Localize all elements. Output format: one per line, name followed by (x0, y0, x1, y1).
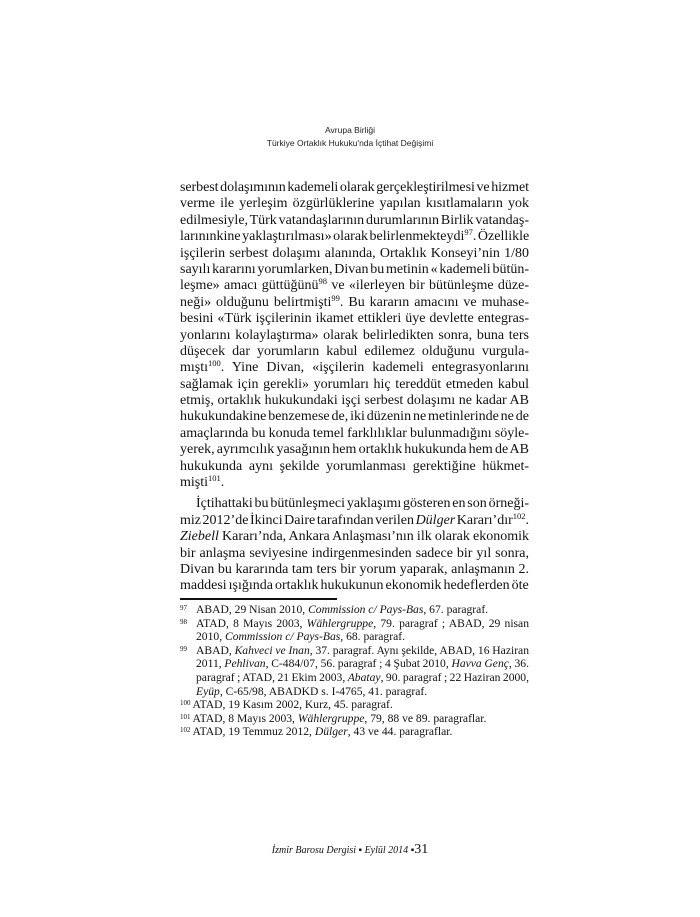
footnote-ref: 101 (208, 473, 221, 484)
footnote-line: 100 ATAD, 19 Kasım 2002, Kurz, 45. paragraf. (180, 698, 393, 712)
footnote-ref: 99 (331, 292, 340, 303)
text-line (180, 529, 529, 545)
text-run: düşecek dar yorumların kabul edilemez olduğunu vurgula- (180, 343, 529, 359)
text-line (180, 328, 529, 344)
text-run: , 90. paragraf ; 22 Haziran 2000, (380, 670, 529, 684)
text-run: Dülger (415, 512, 456, 528)
text-run: ve «ilerleyen bir bütünleşme düze- (327, 278, 530, 294)
text-line (180, 459, 529, 475)
text-run: Kararı’dır (455, 512, 513, 528)
text-run: , 36. (508, 657, 530, 671)
text-line (180, 278, 529, 294)
running-header-title: Avrupa Birliği (325, 125, 375, 135)
footnote-separator (180, 598, 337, 600)
text-run: leşme» amacı güttüğünü (180, 278, 319, 294)
text-run: Divan bu kararında tam ters bir yorum yaparak, anlaşmanın 2. (180, 561, 529, 577)
footer-separator: ▪ (358, 845, 363, 856)
text-run: . (525, 512, 530, 528)
footnote-line (180, 657, 529, 671)
text-run: Pehlivan (224, 657, 266, 671)
text-run: , 68. paragraf. (340, 630, 405, 644)
text-run: maddesi ışığında ortaklık hukukunun ekonomik hedeflerden öte (180, 578, 529, 594)
text-run: verme ile yerleşim özgürlüklerine yapılan kısıtlamaların yok (180, 196, 529, 212)
text-line (180, 213, 529, 229)
text-run: paragraf ; ATAD, 21 Ekim 2003, (196, 670, 348, 684)
text-run: besini «Türk işçilerinin ikamet ettikleri üye devlette entegras- (180, 311, 529, 327)
footnote-ref: 102 (512, 510, 526, 521)
text-line (180, 426, 529, 442)
text-line (180, 246, 529, 262)
text-line (180, 377, 529, 393)
footnote-line (180, 630, 529, 644)
footnote-line: 97 ABAD, 29 Nisan 2010, Commission c/ Pays-Bas, 67. paragraf. (180, 603, 489, 616)
text-line (180, 360, 529, 376)
footnote-ref: 97 (464, 227, 473, 238)
text-run: ATAD, 19 Kasım 2002, Kurz, 45. paragraf. (192, 698, 393, 712)
text-run: etmiş, ortaklık hukukundaki işçi serbest dolaşımı ne kadar AB (180, 393, 529, 409)
text-run: Dülger (314, 725, 348, 739)
text-run: bir anlaşma seviyesine indirgenmesinden sadece bir yıl sonra, (180, 545, 529, 561)
text-line (180, 510, 530, 529)
text-run: yerek, ayrımcılık yasağının hem ortaklık hukukunda hem de AB (180, 442, 529, 458)
text-line (180, 442, 529, 458)
page-footer (0, 842, 700, 859)
text-run: Ziebell (180, 529, 219, 545)
text-run: miz 2012’de İkinci Daire tarafından verilen (180, 512, 416, 528)
footnote-line: 102 ATAD, 19 Temmuz 2012, Dülger, 43 ve 44. paragraflar. (180, 725, 453, 739)
text-run: , 37. paragraf. Aynı şekilde, ABAD, 16 Haziran (309, 643, 529, 657)
text-run: Wählergruppe (297, 711, 365, 725)
text-run: , C-484/07, 56. paragraf ; 4 Şubat 2010, (265, 657, 452, 671)
text-run: yonlarını kolaylaştırma» olarak belirledikten sonra, buna ters (180, 327, 529, 343)
text-line (180, 578, 529, 594)
text-run: , 67. paragraf. (423, 603, 489, 616)
text-line (180, 546, 529, 562)
text-run: sağlamak için gerekli» yorumları hiç tereddüt etmeden kabul (180, 376, 529, 392)
text-run: ATAD, 8 Mayıs 2003, (192, 711, 298, 725)
footnote-line (180, 671, 529, 685)
text-run: 2011, (196, 657, 225, 671)
text-line (180, 393, 529, 409)
text-run: Eyüp (196, 684, 220, 698)
text-line (180, 292, 530, 311)
text-run: amaçlarında bu konuda temel farklılıklar bulunmadığını söyle- (180, 425, 529, 441)
text-run: . Özellikle (472, 229, 530, 245)
footnote-line: 101 ATAD, 8 Mayıs 2003, Wählergruppe, 79, 88 ve 89. paragraflar. (180, 711, 487, 725)
text-line (180, 196, 529, 212)
text-run: neği» olduğunu belirtmişti (180, 294, 332, 310)
text-run: hukukunda aynı şekilde yorumlanması gerektiğine hükmet- (180, 458, 529, 474)
text-run: mişti (180, 475, 209, 491)
text-line (180, 229, 529, 245)
text-run: hukukundakine benzemese de, iki düzenin ne metinlerinde ne de (180, 409, 529, 425)
text-line (180, 409, 529, 425)
text-line (180, 262, 529, 278)
text-run: larınınkine yaklaştırılması» olarak belirlenmekteydi (180, 229, 465, 245)
footnote-line: 99 ABAD, Kahveci ve Inan, 37. paragraf. Aynı şekilde, ABAD, 16 Haziran (180, 643, 529, 657)
footnote-line (180, 685, 529, 699)
text-run: 2010, (196, 630, 225, 644)
footnote-ref: 98 (318, 276, 328, 287)
text-run: , 79. paragraf ; ABAD, 29 nisan (373, 616, 529, 630)
text-line (180, 311, 529, 327)
text-run: , 79, 88 ve 89. paragraflar. (364, 711, 487, 725)
text-run: ABAD, (196, 643, 235, 657)
footer-separator: ▪ (410, 845, 415, 856)
text-run: Havva Genç (451, 657, 509, 671)
text-run: İçtihattaki bu bütünleşmeci yaklaşımı gösteren en son örneği- (196, 496, 529, 512)
running-header-subtitle: Türkiye Ortaklık Hukuku'nda İçtihat Değişimi (266, 138, 434, 148)
footnote-line: 98 ATAD, 8 Mayıs 2003, Wählergruppe, 79. paragraf ; ABAD, 29 nisan (180, 616, 529, 630)
issue-date: Eylül 2014 (364, 845, 409, 856)
footnote-ref: 100 (208, 358, 221, 369)
text-run: Kahveci ve Inan (234, 643, 310, 657)
text-run: Commission c/ Pays-Bas (308, 603, 424, 616)
text-run: Abatay (347, 670, 381, 684)
page-number: 31 (414, 842, 429, 857)
text-line (180, 180, 529, 196)
text-run: ABAD, 29 Nisan 2010, (196, 603, 309, 616)
text-run: Kararı’nda, Ankara Anlaşması’nın ilk olarak ekonomik (218, 529, 529, 545)
text-run: . Bu kararın amacını ve muhase- (339, 294, 530, 310)
text-line (180, 475, 529, 491)
text-run: sayılı kararını yorumlarken, Divan bu metinin « kademeli bütün- (180, 261, 529, 277)
text-run: , C-65/98, ABADKD s. I-4765, 41. paragraf. (219, 684, 428, 698)
text-run: serbest dolaşımının kademeli olarak gerçekleştirilmesi ve hizmet (180, 180, 529, 195)
text-line (180, 496, 529, 512)
footnotes (180, 603, 529, 739)
text-run: Commission c/ Pays-Bas (224, 630, 341, 644)
text-run: işçilerin serbest dolaşımı alanında, Ortaklık Konseyi’nin 1/80 (180, 245, 529, 261)
text-line (180, 562, 529, 578)
body-text (180, 180, 529, 595)
text-line (180, 344, 529, 360)
text-run: . (220, 475, 225, 491)
text-run: Wählergruppe (306, 616, 374, 630)
text-run: mıştı (180, 360, 209, 376)
text-run: , 43 ve 44. paragraflar. (347, 725, 453, 739)
text-run: edilmesiyle, Türk vatandaşlarının durumlarının Birlik vatandaş- (180, 212, 529, 228)
text-run: ATAD, 19 Temmuz 2012, (192, 725, 315, 739)
text-run: . Yine Divan, «işçilerin kademeli entegrasyonlarını (220, 360, 529, 376)
text-run: ATAD, 8 Mayıs 2003, (196, 616, 307, 630)
journal-name: İzmir Barosu Dergisi (271, 845, 357, 856)
